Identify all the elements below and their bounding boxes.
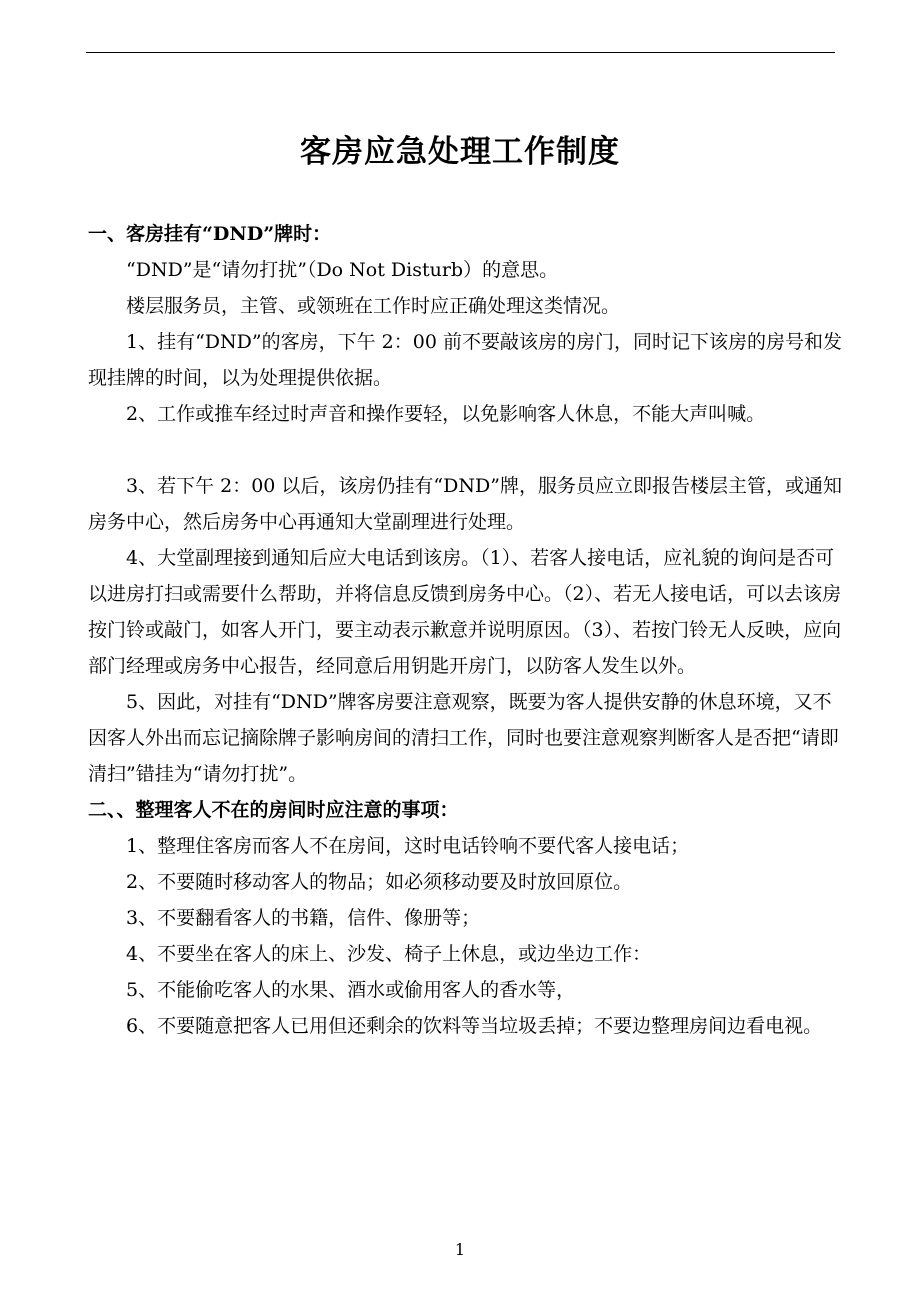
document-body [88,216,848,1044]
paragraph: 1、挂有“DND”的客房，下午 2：00 前不要敲该房的房门，同时记下该房的房号和发现挂牌的时间，以为处理提供依据。 [88,331,842,389]
blank-line [88,432,848,468]
paragraph: 2、工作或推车经过时声音和操作要轻，以免影响客人休息，不能大声叫喊。 [126,403,766,425]
page-title: 客房应急处理工作制度 [300,134,620,170]
page-number: 1 [454,1240,466,1259]
list-item: 1、整理住客房而客人不在房间，这时电话铃响不要代客人接电话； [126,835,690,857]
list-item: 6、不要随意把客人已用但还剩余的饮料等当垃圾丢掉；不要边整理房间边看电视。 [126,1015,823,1037]
paragraph: “DND”是“请勿打扰”（Do Not Disturb）的意思。 [126,259,559,281]
header-rule [86,52,835,53]
list-item: 5、不能偷吃客人的水果、酒水或偷用客人的香水等， [126,979,576,1001]
paragraph: 4、大堂副理接到通知后应大电话到该房。（1）、若客人接电话，应礼貌的询问是否可以进房打扫或需要什么帮助，并将信息反馈到房务中心。（2）、若无人接电话，可以去该房按门铃或敲门，如客人开门，要主动表示歉意并说明原因。（3）、若按门铃无人反映，应向部门经理或房务中心报告，经同意后用钥匙开房门，以防客人发生以外。 [88,547,842,677]
paragraph: 楼层服务员，主管、或领班在工作时应正确处理这类情况。 [126,295,621,317]
list-item: 2、不要随时移动客人的物品；如必须移动要及时放回原位。 [126,871,633,893]
list-item: 3、不要翻看客人的书籍，信件、像册等； [126,907,481,929]
paragraph: 5、因此，对挂有“DND”牌客房要注意观察，既要为客人提供安静的休息环境，又不因客人外出而忘记摘除牌子影响房间的清扫工作，同时也要注意观察判断客人是否把“请即清扫”错挂为“请勿打扰”。 [88,691,839,785]
list-item: 4、不要坐在客人的床上、沙发、椅子上休息，或边坐边工作： [126,943,652,965]
section-heading-dnd: 一、客房挂有“DND”牌时： [88,223,332,245]
section-heading-empty-room: 二、、整理客人不在的房间时应注意的事项： [88,799,459,821]
paragraph: 3、若下午 2：00 以后，该房仍挂有“DND”牌，服务员应立即报告楼层主管，或通知房务中心，然后房务中心再通知大堂副理进行处理。 [88,475,842,533]
